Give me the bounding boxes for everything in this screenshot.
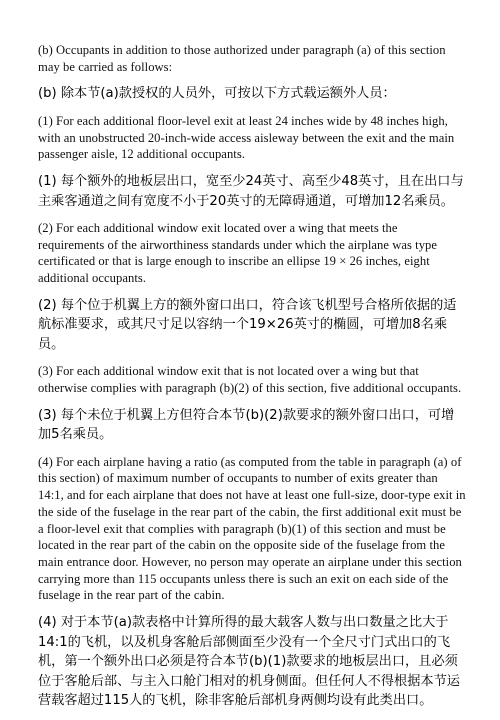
paragraph-b3-en: (3) For each additional window exit that is not located over a wing but that otherwise complies with paragraph (b)(2) of this section, five additional occupants. bbox=[38, 364, 462, 396]
paragraph-b1-zh: (1) 每个额外的地板层出口，宽至少24英寸、高至少48英寸，且在出口与主乘客通道之间有宽度不小于20英寸的无障碍通道，可增加12名乘员。 bbox=[38, 174, 464, 209]
paragraph-b-en: (b) Occupants in addition to those authorized under paragraph (a) of this section may be carried as follows: bbox=[38, 43, 446, 74]
paragraph-b2-en: (2) For each additional window exit located over a wing that meets the requirements of the airworthiness standards under which the airplane was type certificated or that is large enough to inscribe an ellipse 19 × 26 inches, eight additional occupants. bbox=[38, 221, 438, 286]
document-page bbox=[38, 42, 466, 720]
paragraph-b4-zh: (4) 对于本节(a)款表格中计算所得的最大载客人数与出口数量之比大于14:1的飞机，以及机身客舱后部侧面至少没有一个全尺寸门式出口的飞机，第一个额外出口必须是符合本节(b)(1)款要求的地板层出口，且必须位于客舱后部、与主入口舱门相对的机身侧面。但任何人不得根据本节运营载客超过115人的飞机，除非客舱后部机身两侧均设有此类出口。 bbox=[38, 615, 460, 709]
paragraph-b3-zh: (3) 每个未位于机翼上方但符合本节(b)(2)款要求的额外窗口出口，可增加5名乘员。 bbox=[38, 407, 455, 443]
paragraph-b1-en: (1) For each additional floor-level exit at least 24 inches wide by 48 inches high, with an unobstructed 20-inch-wide access aisleway between the exit and the main passenger aisle, 12 additional occupants. bbox=[38, 113, 455, 162]
paragraph-b2-zh: (2) 每个位于机翼上方的额外窗口出口，符合该飞机型号合格所依据的适航标准要求，或其尺寸足以容纳一个19×26英寸的椭圆，可增加8名乘员。 bbox=[38, 297, 457, 352]
paragraph-b4-en: (4) For each airplane having a ratio (as computed from the table in paragraph (a) of this section) of maximum number of occupants to number of exits greater than 14:1, and for each airplane that does not have at least one full-size, door-type exit in the side of the fuselage in the rear part of the cabin, the first additional exit must be a floor-level exit that complies with paragraph (b)(1) of this section and must be located in the rear part of the cabin on the opposite side of the fuselage from the main entrance door. However, no person may operate an airplane under this section carrying more than 115 occupants unless there is such an exit on each side of the fuselage in the rear part of the cabin. bbox=[38, 454, 466, 603]
paragraph-b-zh: (b) 除本节(a)款授权的人员外，可按以下方式载运额外人员： bbox=[38, 86, 396, 102]
